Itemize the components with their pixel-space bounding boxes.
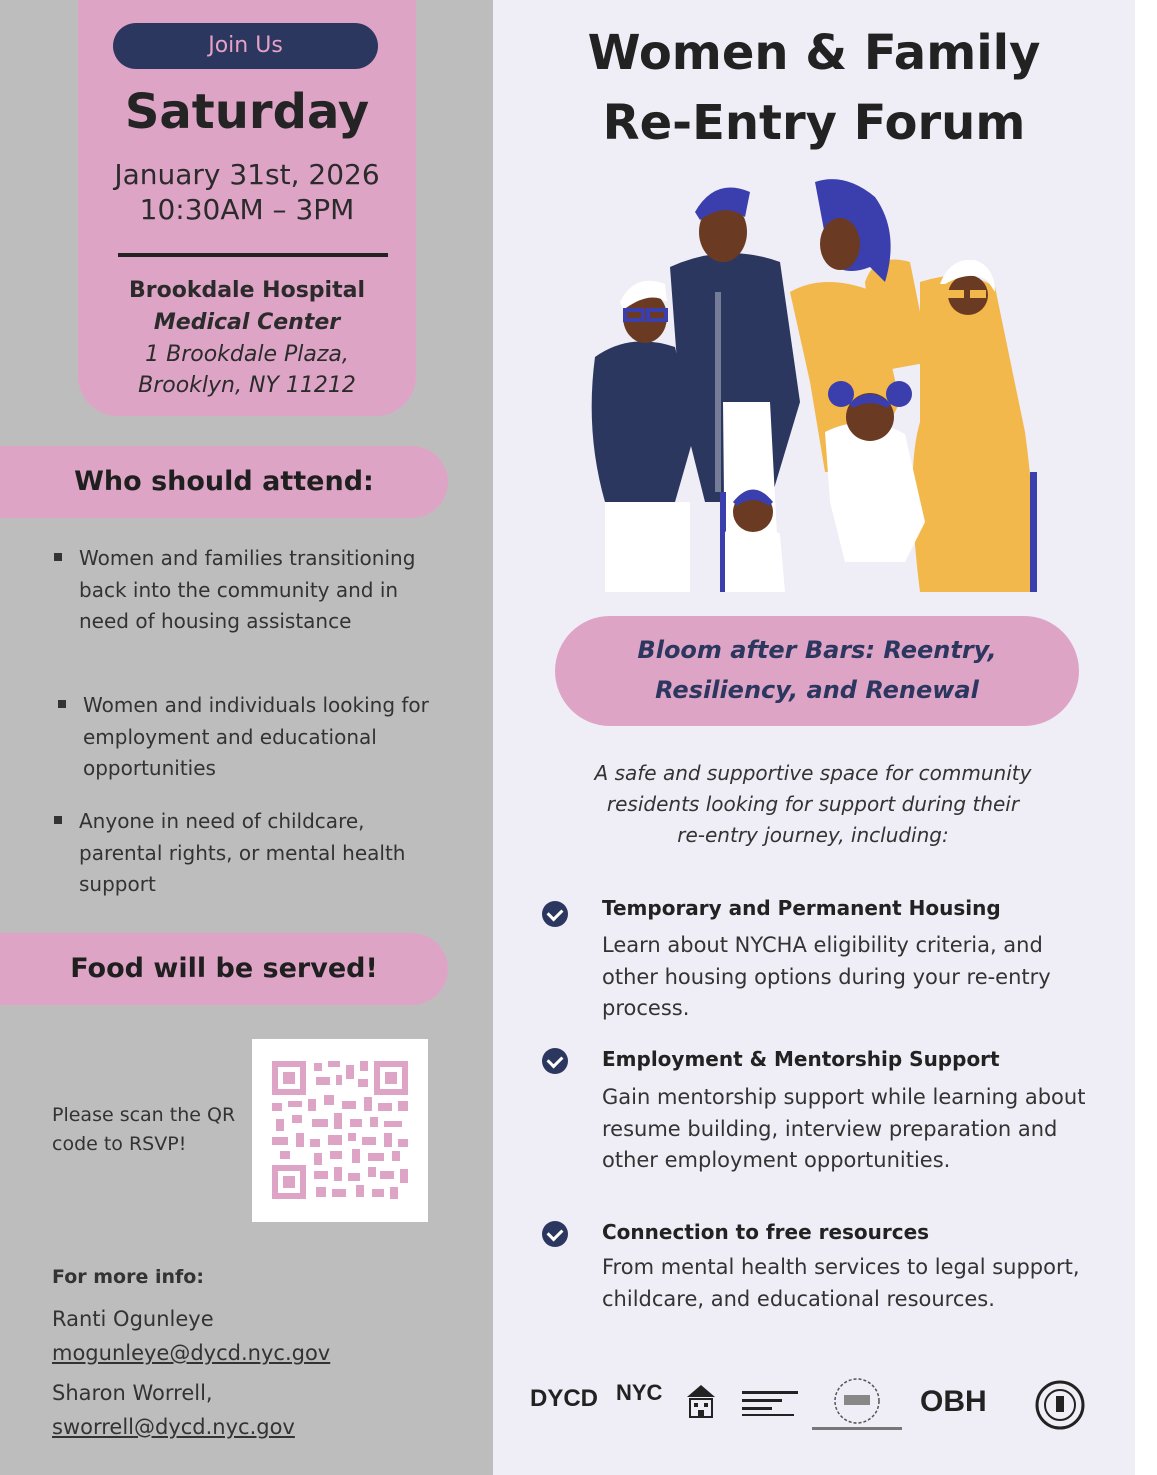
family-illustration xyxy=(575,172,1065,597)
service-body-employment: Gain mentorship support while learning about resume building, interview preparation and other employment opportunities. xyxy=(602,1085,1086,1172)
intro-line: residents looking for support during their xyxy=(606,792,1020,816)
venue-name-2: Medical Center xyxy=(153,310,341,335)
join-us-badge: Join Us xyxy=(113,23,378,69)
bullet-icon xyxy=(58,700,66,708)
attend-item: Women and families transitioning back into the community and in need of housing assistance xyxy=(52,543,452,638)
contact-email-link[interactable]: mogunleye@dycd.nyc.gov xyxy=(52,1341,331,1365)
venue-address-2: Brooklyn, NY 11212 xyxy=(138,373,356,398)
contact-heading: For more info: xyxy=(52,1266,204,1288)
bullet-icon xyxy=(54,816,62,824)
service-heading-employment: Employment & Mentorship Support xyxy=(602,1047,1000,1071)
building-icon xyxy=(685,1383,717,1423)
service-body-housing: Learn about NYCHA eligibility criteria, and other housing options during your re-entry process. xyxy=(602,933,1051,1020)
partner-logos xyxy=(530,1375,1090,1435)
theme-line2: Resiliency, and Renewal xyxy=(655,676,979,704)
event-day: Saturday xyxy=(124,84,370,140)
forum-title-line1: Women & Family xyxy=(587,25,1041,81)
rsvp-instruction: Please scan the QR code to RSVP! xyxy=(52,1104,236,1155)
qr-code[interactable] xyxy=(252,1039,428,1222)
venue-name-1: Brookdale Hospital xyxy=(128,278,365,303)
seal-icon xyxy=(1035,1380,1085,1430)
check-circle-icon xyxy=(542,1221,568,1247)
attend-heading: Who should attend: xyxy=(0,446,448,518)
food-banner: Food will be served! xyxy=(0,933,448,1005)
nyc-logo: NYC xyxy=(616,1380,663,1405)
attend-item: Women and individuals looking for employment and educational opportunities xyxy=(56,690,456,785)
contact-name: Sharon Worrell, xyxy=(52,1381,213,1405)
divider xyxy=(118,253,388,257)
service-body-resources: From mental health services to legal support, childcare, and educational resources. xyxy=(602,1255,1080,1311)
check-circle-icon xyxy=(542,1048,568,1074)
one-brooklyn-health-logo: OBH xyxy=(920,1385,987,1418)
qr-code-icon xyxy=(272,1061,408,1199)
service-heading-resources: Connection to free resources xyxy=(602,1220,930,1244)
contact-email-link[interactable]: sworrell@dycd.nyc.gov xyxy=(52,1415,295,1439)
forum-title-line2: Re-Entry Forum xyxy=(602,95,1026,151)
page-margin xyxy=(1135,0,1157,1475)
dycd-logo: DYCD xyxy=(530,1385,599,1412)
theme-line1: Bloom after Bars: Reentry, xyxy=(637,636,997,664)
event-time: 10:30AM – 3PM xyxy=(139,193,355,226)
check-circle-icon xyxy=(542,901,568,927)
venue-address-1: 1 Brookdale Plaza, xyxy=(145,342,349,367)
attend-item: Anyone in need of childcare, parental rights, or mental health support xyxy=(52,806,452,901)
community-board-seal xyxy=(812,1377,902,1433)
contact-name: Ranti Ogunleye xyxy=(52,1307,214,1331)
bullet-icon xyxy=(54,553,62,561)
service-heading-housing: Temporary and Permanent Housing xyxy=(602,896,1001,920)
theme-banner xyxy=(555,616,1079,726)
neighborhood-safety-logo xyxy=(742,1387,802,1417)
intro-line: A safe and supportive space for community xyxy=(594,761,1032,785)
event-date: January 31st, 2026 xyxy=(114,158,380,191)
intro-line: re-entry journey, including: xyxy=(677,823,949,847)
